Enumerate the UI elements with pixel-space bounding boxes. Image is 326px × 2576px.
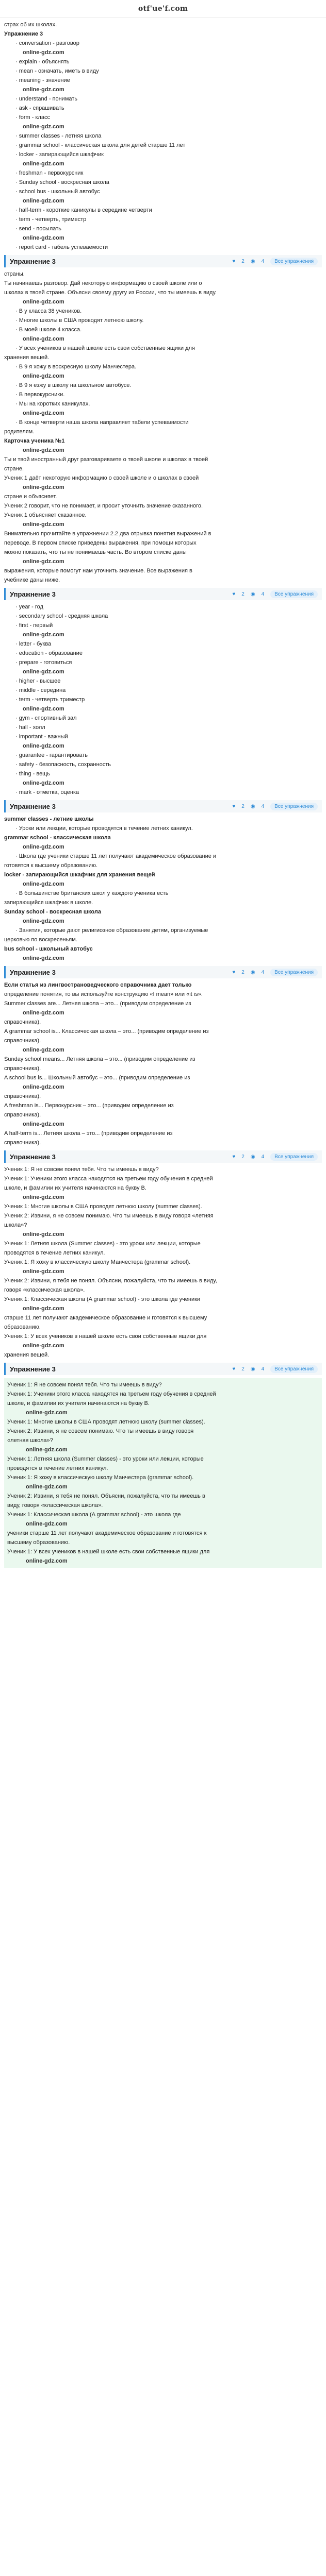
site-logo[interactable]: otf'ue'f.com	[138, 5, 188, 13]
watermark-text: online-gdz.com	[23, 235, 64, 241]
text-line: Ученик 1: Я не совсем понял тебя. Что ты имеешь в виду?	[4, 1166, 159, 1173]
exercise-meta-4	[232, 969, 318, 976]
text-line: хранения вещей.	[4, 1352, 50, 1358]
text-line: определение понятия, то вы используйте конструкцию «I mean» или «it is».	[4, 991, 203, 997]
text-line: summer classes - летние школы	[4, 816, 94, 822]
text-line: · half-term - короткие каникулы в середине четверти	[15, 207, 152, 213]
text-line: · letter - буква	[15, 641, 52, 647]
text-line: проводятся в течение летних каникул.	[7, 1465, 108, 1471]
text-line: говоря «классическая школа».	[4, 1287, 85, 1293]
text-line: стране.	[4, 466, 24, 472]
text-line: Ты и твой иностранный друг разговариваете о твоей школе и школах в твоей	[4, 456, 208, 463]
exercise-title: Упражнение 3	[10, 257, 56, 265]
likes-icon[interactable]: ♥	[232, 258, 236, 264]
text-line: A freshman is... Первокурсник – это... (приводим определение из	[4, 1103, 174, 1109]
watermark-text: online-gdz.com	[23, 881, 64, 887]
text-line: · В большинстве британских школ у каждого ученика есть	[15, 890, 169, 896]
watermark-text: online-gdz.com	[26, 1410, 68, 1416]
section-dialogue-highlight	[4, 1378, 322, 1568]
text-line: Ученик 2: Извини, я не совсем понимаю. Что ты имеешь в виду говоря «летняя	[4, 1213, 214, 1219]
exercise-bar-4	[4, 966, 322, 978]
text-line: · gym - спортивный зал	[15, 715, 77, 721]
text-line: можно показать, что ты не понимаешь часть. Во втором списке даны	[4, 549, 187, 555]
text-line: школах в твоей стране. Объясни своему другу из России, что ты имеешь в виду.	[4, 290, 217, 296]
all-exercises-button-3[interactable]: Все упражнения	[270, 803, 318, 810]
text-line: готовятся к высшему образованию.	[4, 862, 98, 869]
text-line: справочника).	[4, 1112, 41, 1118]
text-line: · Школа где ученики старше 11 лет получают академическое образование и	[15, 853, 217, 859]
text-line: · conversation - разговор	[15, 40, 79, 46]
text-line: Ученик 2: Извини, я тебя не понял. Объясни, пожалуйста, что ты имеешь в	[7, 1493, 205, 1499]
text-line: справочника).	[4, 1019, 41, 1025]
text-line: Ученик 1: Я не совсем понял тебя. Что ты имеешь в виду?	[7, 1382, 162, 1388]
likes-count: 2	[241, 803, 244, 809]
text-line: справочника).	[4, 1038, 41, 1044]
text-line: справочника).	[4, 1093, 41, 1099]
text-line: · Многие школы в США проводят летнюю школу.	[15, 317, 144, 324]
watermark-text: online-gdz.com	[23, 743, 64, 749]
text-line: · education - образование	[15, 650, 83, 656]
text-line: · Sunday school - воскресная школа	[15, 179, 109, 185]
watermark-text: online-gdz.com	[23, 632, 64, 638]
text-line: · Мы на коротких каникулах.	[15, 401, 90, 407]
section-explanations	[4, 980, 322, 1147]
text-line: Ученик 1: Классическая школа (A grammar school) - это школа где	[7, 1512, 181, 1518]
likes-count: 2	[241, 1154, 244, 1160]
likes-icon[interactable]: ♥	[232, 1154, 236, 1160]
exercise-title-4: Упражнение 3	[10, 968, 56, 976]
watermark-text: online-gdz.com	[23, 1306, 64, 1312]
text-line: Карточка ученика №1	[4, 438, 65, 444]
views-count: 4	[261, 591, 265, 597]
exercise-bar-3	[4, 800, 322, 812]
text-line: · middle - середина	[15, 687, 66, 693]
text-line: Ученик 1: Многие школы в США проводят летнюю школу (summer classes).	[4, 1204, 202, 1210]
likes-count: 2	[241, 969, 244, 975]
all-exercises-button-4[interactable]: Все упражнения	[270, 969, 318, 976]
watermark-text: online-gdz.com	[26, 1447, 68, 1453]
exercise-title-5: Упражнение 3	[10, 1153, 56, 1161]
text-line: школе, и фамилии их учителя начинаются на букву В.	[7, 1400, 150, 1406]
text-line: страх об их школах.	[4, 22, 57, 28]
text-line: учебнике даны ниже.	[4, 577, 60, 583]
text-line: · У всех учеников в нашей школе есть свои собственные ящики для	[15, 345, 195, 351]
views-icon: ◉	[250, 803, 255, 809]
views-count: 4	[261, 969, 265, 975]
views-icon: ◉	[250, 591, 255, 597]
text-line: образованию.	[4, 1324, 41, 1330]
watermark-text: online-gdz.com	[26, 1558, 68, 1564]
section-dialogue	[4, 1165, 322, 1360]
text-line: · thing - вещь	[15, 771, 50, 777]
text-line: · locker - запирающийся шкафчик	[15, 151, 104, 158]
text-line: Ученик 1: Ученики этого класса находятся на третьем году обучения в средней	[4, 1176, 213, 1182]
text-line: Ученик 1: Летняя школа (Summer classes) - это уроки или лекции, которые	[7, 1456, 204, 1462]
exercise-bar-2	[4, 588, 322, 600]
text-line: A grammar school is... Классическая школа – это... (приводим определение из	[4, 1028, 209, 1035]
text-line: Ученик 1: У всех учеников в нашей школе есть свои собственные ящики для	[4, 1333, 207, 1340]
text-line: переводе. В первом списке приведены выражения, при помощи которых	[4, 540, 197, 546]
text-line: Ученик 1: Классическая школа (A grammar school) - это школа где ученики	[4, 1296, 201, 1302]
views-icon: ◉	[250, 1154, 255, 1160]
watermark-text: online-gdz.com	[23, 198, 64, 204]
exercise-meta-3	[232, 803, 318, 810]
text-line: · term - четверть, триместр	[15, 216, 87, 223]
watermark-text: online-gdz.com	[23, 1231, 64, 1238]
text-line: высшему образованию.	[7, 1539, 70, 1546]
text-line: · grammar school - классическая школа для детей старше 11 лет	[15, 142, 186, 148]
text-line: · mean - означать, иметь в виду	[15, 68, 99, 74]
text-line: Ученик 1 объясняет сказанное.	[4, 512, 87, 518]
text-line: Упражнение 3	[4, 31, 43, 37]
text-line: виду, говоря «классическая школа».	[7, 1502, 103, 1509]
text-line: locker - запирающийся шкафчик для хранения вещей	[4, 872, 155, 878]
text-line: Ученик 2 говорит, что не понимает, и просит уточнить значение сказанного.	[4, 503, 203, 509]
text-line: запирающийся шкафчик в школе.	[4, 900, 93, 906]
section-vocabulary-2	[4, 602, 322, 797]
watermark-text: online-gdz.com	[23, 1010, 64, 1016]
exercise-bar-6	[4, 1363, 322, 1375]
text-line: Ты начинаешь разговор. Дай некоторую информацию о своей школе или о	[4, 280, 202, 286]
likes-count: 2	[241, 258, 244, 264]
views-icon: ◉	[250, 1366, 255, 1372]
watermark-text: online-gdz.com	[23, 706, 64, 712]
likes-icon[interactable]: ♥	[232, 969, 236, 975]
text-line: · prepare - готовиться	[15, 659, 72, 666]
text-line: · secondary school - средняя школа	[15, 613, 108, 619]
text-line: · higher - высшее	[15, 678, 61, 684]
text-line: · Занятия, которые дают религиозное образование детям, организуемые	[15, 927, 208, 934]
text-line: bus school - школьный автобус	[4, 946, 93, 952]
text-line: справочника).	[4, 1065, 41, 1072]
text-line: · important - важный	[15, 734, 68, 740]
site-header	[0, 0, 326, 18]
all-exercises-button[interactable]: Все упражнения	[270, 258, 318, 265]
views-count: 4	[261, 1154, 265, 1160]
text-line: · report card - табель успеваемости	[15, 244, 108, 250]
watermark-text: online-gdz.com	[23, 87, 64, 93]
section-definitions	[4, 815, 322, 963]
text-line: родителям.	[4, 429, 35, 435]
watermark-text: online-gdz.com	[23, 49, 64, 56]
exercise-bar-5	[4, 1150, 322, 1163]
watermark-text: online-gdz.com	[23, 780, 64, 786]
watermark-text: online-gdz.com	[23, 447, 64, 453]
text-line: Summer classes are... Летняя школа – это... (приводим определение из	[4, 1001, 191, 1007]
watermark-text: online-gdz.com	[23, 558, 64, 565]
text-line: Ученик 1: Ученики этого класса находятся на третьем году обучения в средней	[7, 1391, 216, 1397]
text-line: · mark - отметка, оценка	[15, 789, 79, 795]
likes-count: 2	[241, 591, 244, 597]
text-line: · meaning - значение	[15, 77, 70, 83]
text-line: A half-term is... Летняя школа – это... (приводим определение из	[4, 1130, 173, 1137]
text-line: · В первокурсники.	[15, 392, 65, 398]
text-line: · В конце четверти наша школа направляет табели успеваемости	[15, 419, 189, 426]
likes-count: 2	[241, 1366, 244, 1372]
watermark-text: online-gdz.com	[23, 918, 64, 924]
text-line: · send - посылать	[15, 226, 61, 232]
watermark-text: online-gdz.com	[23, 1268, 64, 1275]
text-line: Ученик 1: Я хожу в классическую школу Манчестера (grammar school).	[7, 1475, 194, 1481]
text-line: · freshman - первокурсник	[15, 170, 84, 176]
views-count: 4	[261, 258, 265, 264]
text-line: ученики старше 11 лет получают академическое образование и готовятся к	[7, 1530, 207, 1536]
watermark-text: online-gdz.com	[23, 1084, 64, 1090]
watermark-text: online-gdz.com	[23, 336, 64, 342]
watermark-text: online-gdz.com	[23, 161, 64, 167]
exercise-meta	[232, 258, 318, 265]
watermark-text: online-gdz.com	[23, 484, 64, 490]
exercise-meta-2	[232, 590, 318, 598]
text-line: · guarantee - гарантировать	[15, 752, 88, 758]
text-line: стране и объясняет.	[4, 494, 57, 500]
all-exercises-button-5[interactable]: Все упражнения	[270, 1153, 318, 1161]
exercise-title-3: Упражнение 3	[10, 802, 56, 810]
text-line: · В 9 я хожу в воскресную школу Манчестера.	[15, 364, 137, 370]
text-line: · В 9 я езжу в школу на школьном автобусе.	[15, 382, 132, 388]
exercise-title-6: Упражнение 3	[10, 1365, 56, 1373]
text-line: Ученик 1: Я хожу в классическую школу Манчестера (grammar school).	[4, 1259, 191, 1265]
text-line: Ученик 1: Летняя школа (Summer classes) - это уроки или лекции, которые	[4, 1241, 201, 1247]
text-line: Sunday school - воскресная школа	[4, 909, 101, 915]
all-exercises-button-2[interactable]: Все упражнения	[270, 590, 318, 598]
views-count: 4	[261, 803, 265, 809]
text-line: страны.	[4, 271, 25, 277]
text-line: · hall - холл	[15, 724, 45, 731]
watermark-text: online-gdz.com	[26, 1521, 68, 1527]
text-line: · Уроки или лекции, которые проводятся в течение летних каникул.	[15, 825, 193, 832]
content	[0, 18, 326, 1568]
text-line: · summer classes - летняя школа	[15, 133, 102, 139]
exercise-meta-5	[232, 1153, 318, 1161]
text-line: Ученик 1: Многие школы в США проводят летнюю школу (summer classes).	[7, 1419, 205, 1425]
text-line: школе, и фамилии их учителя начинаются на букву В.	[4, 1185, 146, 1191]
views-icon: ◉	[250, 969, 255, 975]
text-line: «летняя школа»?	[7, 1437, 53, 1444]
text-line: · first - первый	[15, 622, 53, 629]
text-line: Ученик 1 даёт некоторую информацию о своей школе и о школах в своей	[4, 475, 199, 481]
text-line: справочника).	[4, 1140, 41, 1146]
text-line: · В у класса 38 учеников.	[15, 308, 82, 314]
text-line: Внимательно прочитайте в упражнении 2.2 два отрывка понятия выражений в	[4, 531, 211, 537]
text-line: · safety - безопасность, сохранность	[15, 761, 111, 768]
text-line: выражения, которые помогут нам уточнить значение. Все выражения в	[4, 568, 192, 574]
watermark-text: online-gdz.com	[23, 521, 64, 528]
text-line: старше 11 лет получают академическое образование и готовятся к высшему	[4, 1315, 207, 1321]
views-icon: ◉	[250, 258, 255, 264]
section-vocabulary	[4, 20, 322, 252]
text-line: · understand - понимать	[15, 96, 78, 102]
likes-icon[interactable]: ♥	[232, 803, 236, 809]
watermark-text: online-gdz.com	[23, 669, 64, 675]
text-line: Если статья из лингвострановедческого справочника дает только	[4, 982, 192, 988]
watermark-text: online-gdz.com	[23, 124, 64, 130]
exercise-title-2: Упражнение 3	[10, 590, 56, 598]
watermark-text: online-gdz.com	[23, 1121, 64, 1127]
text-line: проводятся в течение летних каникул.	[4, 1250, 105, 1256]
likes-icon[interactable]: ♥	[232, 1366, 236, 1372]
text-line: · form - класс	[15, 114, 50, 121]
likes-icon[interactable]: ♥	[232, 591, 236, 597]
text-line: A school bus is... Школьный автобус – это... (приводим определение из	[4, 1075, 190, 1081]
watermark-text: online-gdz.com	[23, 299, 64, 305]
text-line: хранения вещей.	[4, 354, 50, 361]
text-line: · ask - спрашивать	[15, 105, 64, 111]
text-line: · school bus - школьный автобус	[15, 189, 100, 195]
text-line: церковью по воскресеньям.	[4, 937, 77, 943]
watermark-text: online-gdz.com	[23, 373, 64, 379]
text-line: школа»?	[4, 1222, 27, 1228]
watermark-text: online-gdz.com	[23, 410, 64, 416]
watermark-text: online-gdz.com	[23, 844, 64, 850]
text-line: Ученик 2: Извини, я тебя не понял. Объясни, пожалуйста, что ты имеешь в виду,	[4, 1278, 217, 1284]
exercise-bar	[4, 255, 322, 267]
text-line: Ученик 2: Извини, я не совсем понимаю. Что ты имеешь в виду говоря	[7, 1428, 194, 1434]
text-line: · term - четверть триместр	[15, 697, 85, 703]
section-dialogue-task	[4, 269, 322, 585]
watermark-text: online-gdz.com	[26, 1484, 68, 1490]
watermark-text: online-gdz.com	[23, 1343, 64, 1349]
all-exercises-button-6[interactable]: Все упражнения	[270, 1365, 318, 1373]
text-line: · year - год	[15, 604, 43, 610]
text-line: · explain - объяснять	[15, 59, 70, 65]
watermark-text: online-gdz.com	[23, 955, 64, 961]
views-count: 4	[261, 1366, 265, 1372]
exercise-meta-6	[232, 1365, 318, 1373]
watermark-text: online-gdz.com	[23, 1194, 64, 1200]
text-line: Sunday school means... Летняя школа – это... (приводим определение из	[4, 1056, 195, 1062]
watermark-text: online-gdz.com	[23, 1047, 64, 1053]
text-line: · В моей школе 4 класса.	[15, 327, 82, 333]
text-line: Ученик 1: У всех учеников в нашей школе есть свои собственные ящики для	[7, 1549, 210, 1555]
text-line: grammar school - классическая школа	[4, 835, 111, 841]
